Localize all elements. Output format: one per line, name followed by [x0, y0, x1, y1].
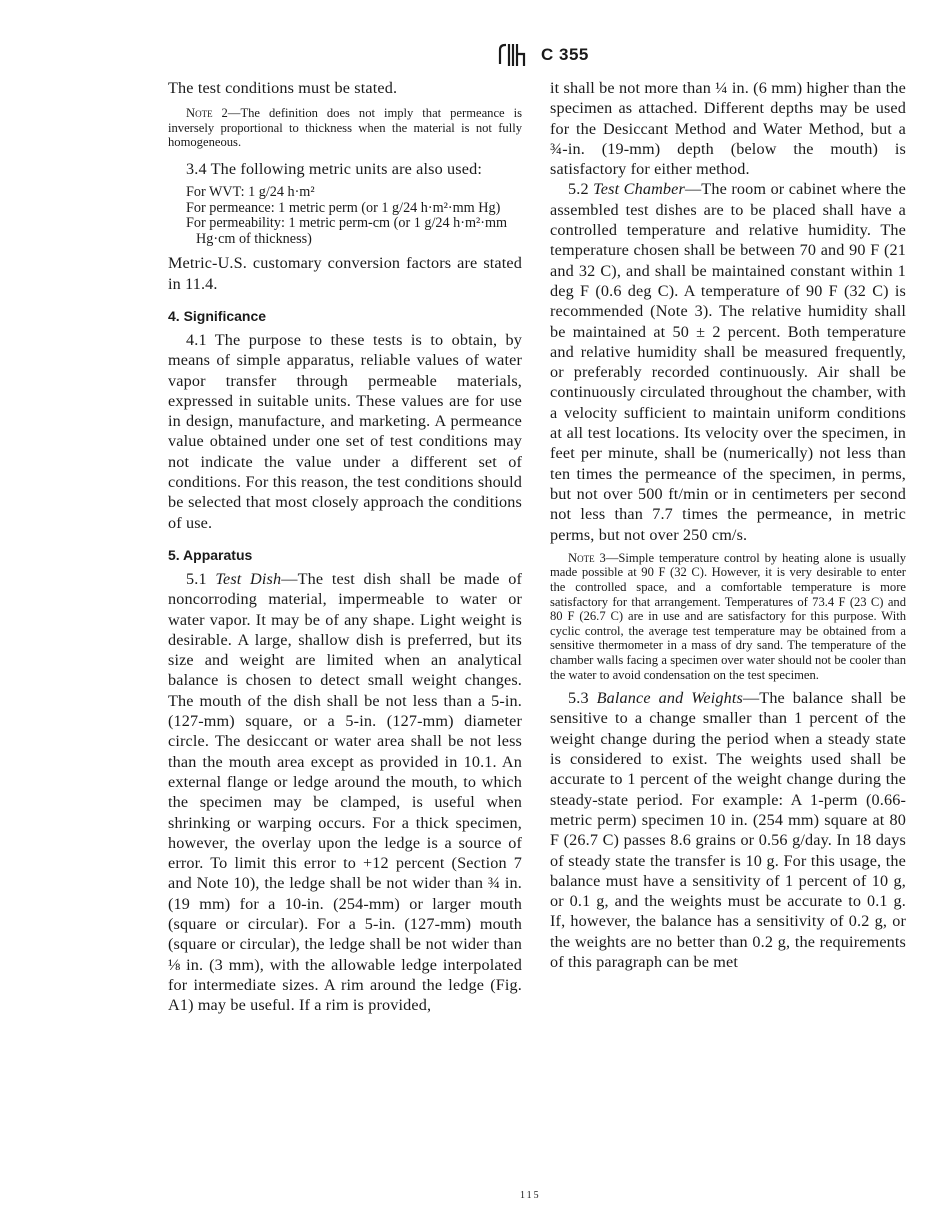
paragraph-3-4: 3.4 The following metric units are also used:	[186, 160, 482, 179]
heading-significance: 4. Significance	[168, 307, 267, 324]
paragraph-5-3	[550, 688, 906, 972]
standard-designation: C 355	[541, 45, 589, 64]
section-5-1-title: Test Dish	[215, 569, 282, 588]
paragraph-5-1	[168, 569, 522, 1016]
note-2-label: Note 2	[186, 106, 228, 121]
unit-wvt: For WVT: 1 g/24 h·m²	[186, 184, 315, 201]
note-2	[168, 106, 522, 150]
section-5-1-text: —The test dish shall be made of noncorroding material, impermeable to water or water vapor. It may be of any shape. Light weight is desirable. A large, shallow dish is preferred, but its size and weight are limited when an analytical balance is chosen to detect small weight changes. The mouth of the dish shall be not less than a 5-in. (127-mm) square, or a 5-in. (127-mm) diameter circle. The desiccant or water area shall be not less than the mouth area except as provided in 10.1. An external flange or ledge around the mouth, to which the specimen may be clamped, is useful when shrinking or warping occurs. For a thick specimen, however, the overlay upon the ledge is a source of error. To limit this error to +12 percent (Section 7 and Note 10), the ledge shall be not wider than ¾ in. (19 mm) for a 10-in. (254-mm) or larger mouth (square or circular). For a 5-in. (127-mm) mouth (square or circular), the ledge shall be not wider than ⅛ in. (3 mm), with the allowable ledge interpolated for intermediate sizes. A rim around the ledge (Fig. A1) may be useful. If a rim is provided,	[168, 569, 523, 1015]
right-column	[550, 78, 906, 972]
section-5-2-text: —The room or cabinet where the assembled test dishes are to be placed shall have a controlled temperature and relative humidity. The temperature chosen shall be between 70 and 90 F (21 and 32 C), and shall be maintained constant within 1 deg F (0.6 deg C). A temperature of 90 F (32 C) is recommended (Note 3). The relative humidity shall be maintained at 50 ± 2 percent. Both temperature and relative humidity shall be measured frequently, or preferably recorded continuously. Air shall be continuously circulated throughout the chamber, with a velocity sufficient to maintain uniform conditions at all test locations. Its velocity over the specimen, in feet per minute, shall be (numerically) not less than ten times the permeance of the specimen, in perms, but not over 500 ft/min or in centimeters per second not less than 7.7 times the permeance, in metric perms, but not over 250 cm/s.	[550, 180, 906, 544]
metric-units-list	[186, 185, 522, 247]
note-3-text: —Simple temperature control by heating alone is usually made possible at 90 F (32 C). However, it is very desirable to enter the controlled space, and a comfortable temperature is more satisfactory for that arrangement. Temperatures of 73.4 F (23 C) and 80 F (26.7 C) are in use and are satisfactory for this purpose. With cyclic control, the average test temperature may be obtained from a sensitive thermometer in a mass of dry sand. The temperature of the chamber walls facing a specimen over water should not be cooler than the water to avoid condensation on the test specimen.	[550, 550, 906, 682]
paragraph-4-1: 4.1 The purpose to these tests is to obtain, by means of simple apparatus, reliable values of water vapor transfer through permeable materials, expressed in suitable units. These values are for use in design, manufacture, and marketing. A permeance value obtained under one set of test conditions may not indicate the value under a different set of conditions. For this reason, the test conditions should be selected that most closely approach the conditions of use.	[168, 330, 522, 532]
section-5-1-number: 5.1	[186, 569, 216, 588]
section-5-3-text: —The balance shall be sensitive to a change smaller than 1 percent of the weight change during the period when a steady state is considered to exist. The weights used shall be accurate to 1 percent of the weight change during the steady-state period. For example: A 1-perm (0.66-metric perm) specimen 10 in. (254 mm) square at 80 F (26.7 C) passes 8.6 grains or 0.56 g/day. In 18 days of steady state the transfer is 10 g. For this usage, the balance must have a sensitivity of 1 percent of 10 g, or 0.1 g, and the weights must be accurate to 0.1 g. If, however, the balance has a sensitivity of 0.2 g, or the weights are no better than 0.2 g, the requirements of this paragraph can be met	[550, 689, 906, 972]
unit-permeance: For permeance: 1 metric perm (or 1 g/24 h·m²·mm Hg)	[186, 199, 501, 216]
section-5-2-number: 5.2	[568, 180, 594, 199]
paragraph-conversion: Metric-U.S. customary conversion factors are stated in 11.4.	[168, 254, 522, 293]
paragraph-5-1-continued: it shall be not more than ¼ in. (6 mm) higher than the specimen as attached. Different depths may be used for the Desiccant Method and Water Method, but a ¾-in. (19-mm) depth (below the mouth) is satisfactory for either method.	[550, 79, 906, 179]
section-5-3-number: 5.3	[568, 689, 597, 708]
unit-permeability: For permeability: 1 metric perm-cm (or 1 g/24 h·m²·mm Hg·cm of thickness)	[186, 215, 508, 247]
page-header	[497, 40, 589, 70]
note-3	[550, 551, 906, 682]
paragraph-5-2	[550, 179, 906, 544]
note-2-text: —The definition does not imply that permeance is inversely proportional to thickness when the material is not fully homogeneous.	[168, 106, 522, 150]
page-number: 115	[520, 1190, 541, 1201]
heading-apparatus: 5. Apparatus	[168, 546, 253, 563]
section-5-3-title: Balance and Weights	[596, 689, 743, 708]
note-3-label: Note 3	[568, 550, 606, 565]
astm-logo-icon	[497, 42, 527, 68]
left-column	[168, 78, 522, 1015]
paragraph-test-conditions: The test conditions must be stated.	[168, 79, 398, 97]
section-5-2-title: Test Chamber	[593, 180, 685, 199]
